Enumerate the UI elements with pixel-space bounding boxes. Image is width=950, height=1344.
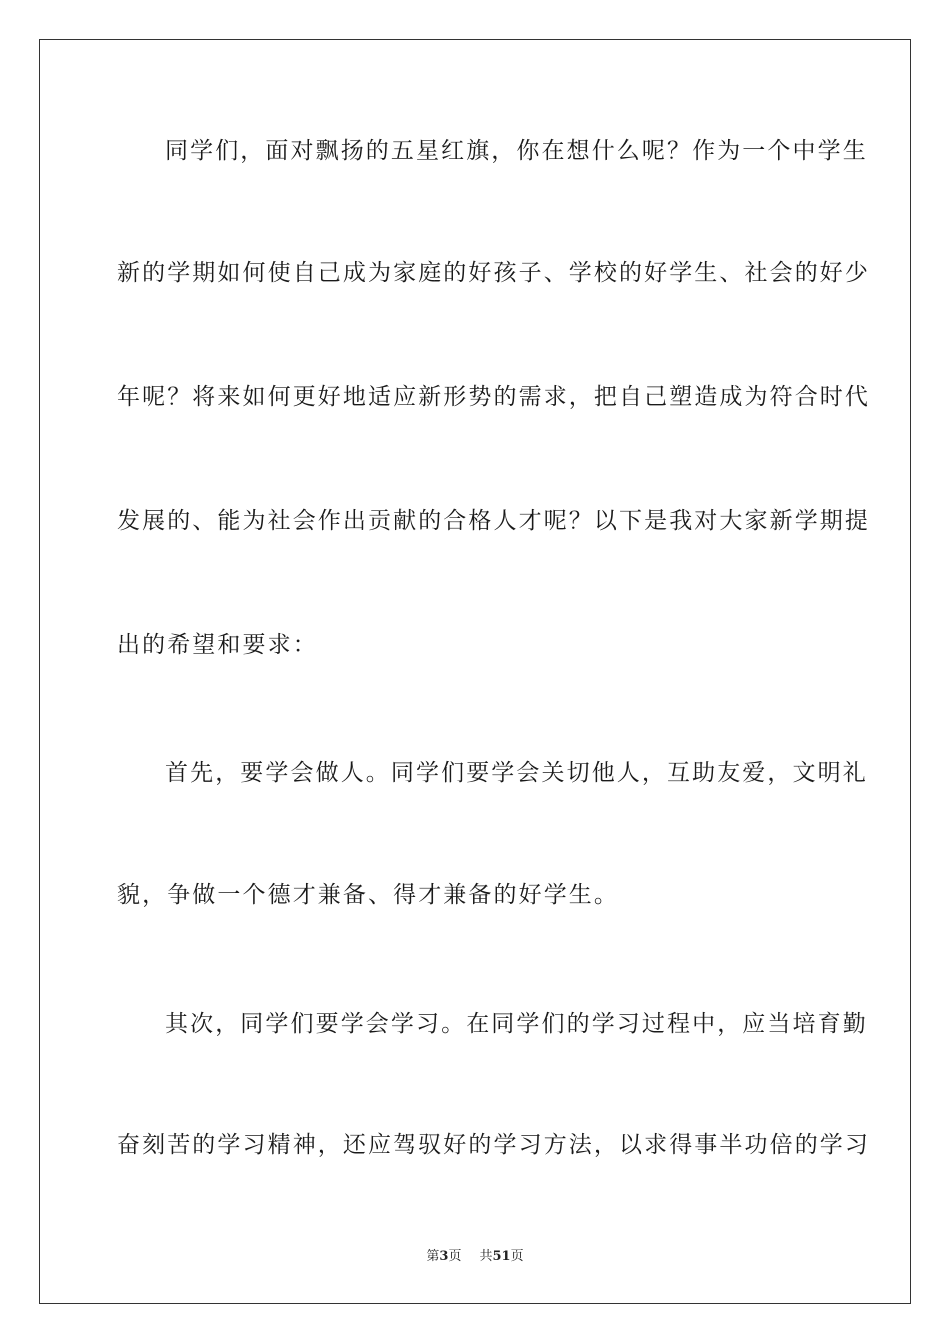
paragraph-3-line-1: 其次，同学们要学会学习。在同学们的学习过程中，应当培育勤 <box>165 1011 868 1037</box>
paragraph-2-line-2: 貌，争做一个德才兼备、得才兼备的好学生。 <box>117 882 619 908</box>
paragraph-3-line-2: 奋刻苦的学习精神，还应驾驭好的学习方法，以求得事半功倍的学习 <box>117 1132 870 1158</box>
paragraph-1-line-4: 发展的、能为社会作出贡献的合格人才呢？以下是我对大家新学期提 <box>117 508 870 534</box>
page-label-suffix: 页 <box>448 1249 462 1264</box>
paragraph-1-line-1: 同学们，面对飘扬的五星红旗，你在想什么呢？作为一个中学生 <box>165 138 868 164</box>
page-label-prefix: 第 <box>426 1249 440 1264</box>
paragraph-1-line-5: 出的希望和要求： <box>117 632 318 658</box>
total-label-prefix: 共 <box>479 1249 493 1264</box>
total-pages: 51 <box>492 1249 511 1264</box>
page-frame <box>39 39 911 1304</box>
page-number: 3 <box>439 1249 449 1264</box>
paragraph-1-line-2: 新的学期如何使自己成为家庭的好孩子、学校的好学生、社会的好少 <box>117 260 870 286</box>
paragraph-1-line-3: 年呢？将来如何更好地适应新形势的需求，把自己塑造成为符合时代 <box>117 384 870 410</box>
paragraph-2-line-1: 首先，要学会做人。同学们要学会关切他人，互助友爱，文明礼 <box>165 760 868 786</box>
total-label-suffix: 页 <box>510 1249 524 1264</box>
page-footer <box>0 1248 950 1266</box>
